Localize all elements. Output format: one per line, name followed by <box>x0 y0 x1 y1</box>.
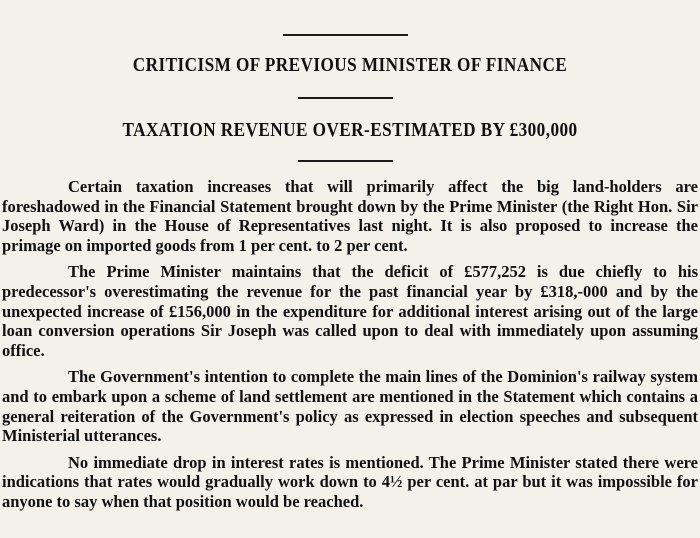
paragraph: The Prime Minister maintains that the deficit of £577,252 is due chiefly to his predecessor's overestimating the revenue for the past financial year by £318,-000 and by the unexpected increase of £156,000 in the expenditure for additional interest arising out of the large loan conversion operations Sir Joseph was called upon to deal with immediately upon assuming office. <box>2 262 698 360</box>
middle-rule <box>298 97 393 99</box>
top-rule <box>283 34 408 36</box>
paragraph: Certain taxation increases that will primarily affect the big land-holders are foreshadowed in the Financial Statement brought down by the Prime Minister (the Right Hon. Sir Joseph Ward) in the House of Representatives last night. It is also proposed to increase the primage on imported goods from 1 per cent. to 2 per cent. <box>2 177 698 255</box>
paragraph: No immediate drop in interest rates is mentioned. The Prime Minister stated there were indications that rates would gradually work down to 4½ per cent. at par but it was impossible for anyone to say when that position would be reached. <box>2 452 698 511</box>
paragraph: The Government's intention to complete the main lines of the Dominion's railway system and to embark upon a scheme of land settlement are mentioned in the Statement which contains a general reiteration of the Government's policy as expressed in election speeches and subsequent Ministerial utterances. <box>2 367 698 446</box>
lower-rule <box>298 160 393 162</box>
subheadline: TAXATION REVENUE OVER-ESTIMATED BY £300,000 <box>122 119 578 141</box>
article-body <box>2 177 698 519</box>
headline: CRITICISM OF PREVIOUS MINISTER OF FINANCE <box>132 54 568 76</box>
